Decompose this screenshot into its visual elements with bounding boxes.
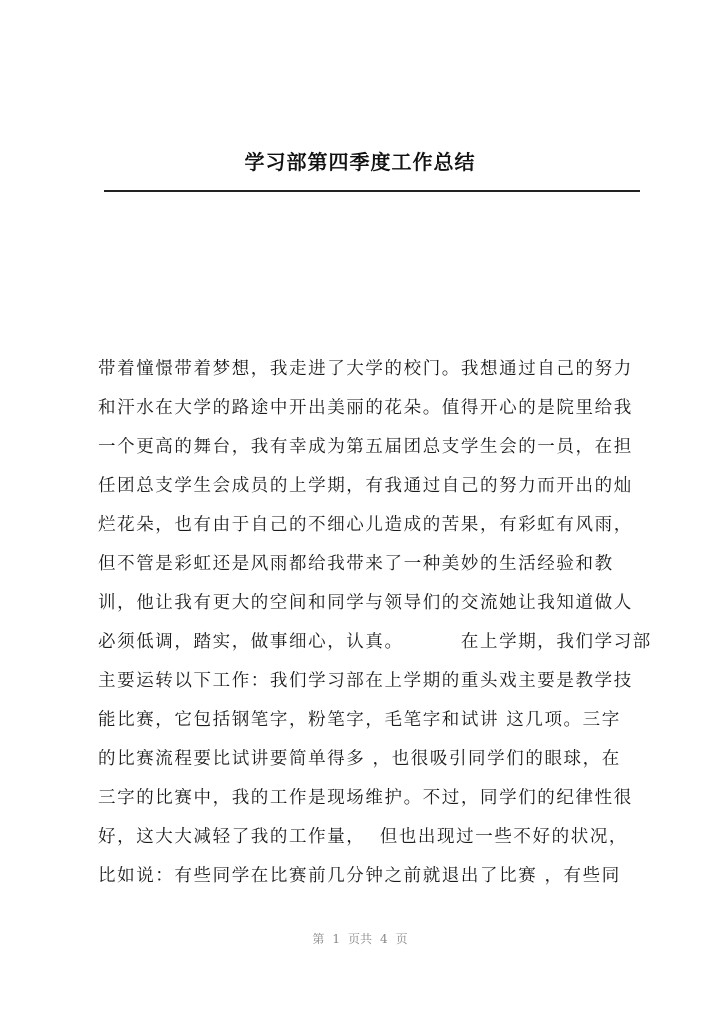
body-line: 比如说：有些同学在比赛前几分钟之前就退出了比赛 ，有些同 <box>98 866 621 886</box>
body-line: 三字的比赛中，我的工作是现场维护。不过，同学们的纪律性很 <box>98 788 633 808</box>
footer-prefix: 第 <box>312 932 325 946</box>
title-divider <box>104 190 640 192</box>
body-line: 但不管是彩虹还是风雨都给我带来了一种美妙的生活经验和教 <box>98 554 614 574</box>
footer-current-page: 1 <box>332 932 340 946</box>
body-line: 能比赛，它包括钢笔字，粉笔字，毛笔字和试讲 这几项。三字 <box>98 710 621 730</box>
body-line: 好，这大大减轻了我的工作量， 但也出现过一些不好的状况， <box>98 827 629 847</box>
page-title: 学习部第四季度工作总结 <box>244 150 476 174</box>
body-line: 主要运转以下工作：我们学习部在上学期的重头戏主要是教学技 <box>98 671 633 691</box>
footer-middle: 页共 <box>347 932 372 946</box>
body-line: 和汗水在大学的路途中开出美丽的花朵。值得开心的是院里给我 <box>98 398 633 418</box>
body-line: 带着憧憬带着梦想，我走进了大学的校门。我想通过自己的努力 <box>98 359 633 379</box>
body-line: 的比赛流程要比试讲要简单得多 ，也很吸引同学们的眼球，在 <box>98 749 621 769</box>
page-footer <box>0 930 720 947</box>
body-line: 训，他让我有更大的空间和同学与领导们的交流她让我知道做人 <box>98 593 633 613</box>
body-line: 一个更高的舞台，我有幸成为第五届团总支学生会的一员，在担 <box>98 437 633 457</box>
body-line: 烂花朵，也有由于自己的不细心儿造成的苦果，有彩虹有风雨， <box>98 515 633 535</box>
footer-total-pages: 4 <box>380 932 388 946</box>
footer-suffix: 页 <box>395 932 408 946</box>
body-line: 任团总支学生会成员的上学期，有我通过自己的努力而开出的灿 <box>98 476 633 496</box>
body-line: 必须低调，踏实，做事细心，认真。 在上学期，我们学习部 <box>98 632 652 652</box>
body-paragraph <box>98 350 652 896</box>
